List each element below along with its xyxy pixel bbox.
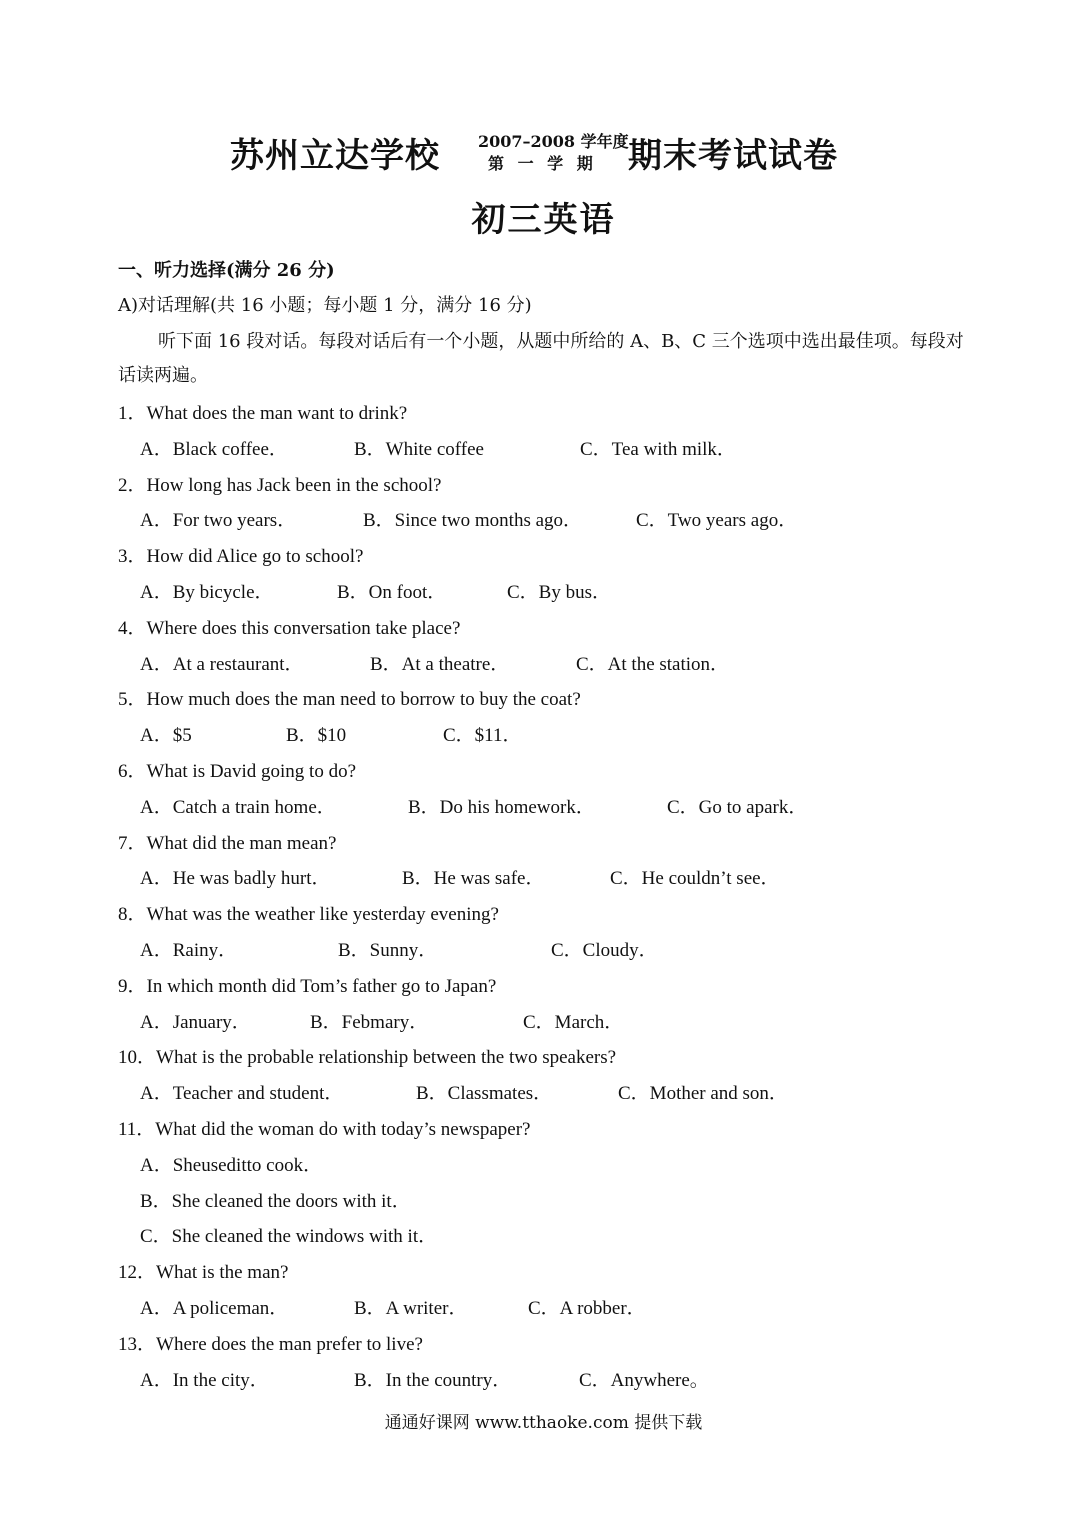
question [118,1112,978,1148]
question-text: How did Alice go to school? [146,546,364,568]
sub-heading: A)对话理解(共 16 小题；每小题 1 分，满分 16 分) [118,295,532,316]
subject-title: 初三英语 [471,200,616,240]
question [118,1327,978,1363]
question-text: In which month did Tom’s father go to Japan? [146,975,497,997]
school-name: 苏州立达学校 [230,136,440,176]
option-c: C．$11． [443,725,522,747]
question-number: 13． [118,1333,157,1355]
section-heading: 一、听力选择(满分 26 分) [118,260,335,281]
question-number: 6． [118,760,147,782]
option-row [118,1076,978,1112]
option-a: A．Catch a train home． [140,796,336,818]
option-c: C．Tea with milk． [580,438,736,460]
option-a: A．A policeman． [140,1297,289,1319]
question-number: 1． [118,403,147,424]
question [118,682,978,718]
term-block [478,131,629,175]
option-b: B．A writer． [354,1297,468,1319]
question-number: 12． [118,1262,157,1284]
option-row [118,718,978,754]
instructions: 听下面 16 段对话。每段对话后有一个小题，从题中所给的 A、B、C 三个选项中选出最佳项。每段对话读两遍。 [118,331,964,386]
question-text: What does the man want to drink? [146,403,408,424]
option-a: A．Teacher and student． [140,1083,344,1105]
option-b: B．$10 [286,725,347,747]
option-a: A．By bicycle． [140,581,274,603]
option-b: B．Since two months ago． [363,510,583,532]
option-a: A．Sheuseditto cook． [140,1154,323,1176]
option-c: C．Mother and son． [618,1083,788,1105]
question-text: Where does the man prefer to live? [156,1333,423,1355]
option-a: A．In the city． [140,1369,269,1391]
option-b: B．White coffee [354,438,484,460]
question-number: 5． [118,689,147,711]
option-b: B．On foot． [337,581,447,603]
question-number: 2． [118,474,147,496]
option-b: B．He was safe． [402,868,545,890]
option-b: B．Classmates． [416,1083,553,1105]
title-row [0,128,1087,180]
question [118,826,978,862]
question [118,969,978,1005]
question [118,897,978,933]
term-year: 2007–2008 学年度 [478,132,629,151]
option-c: C．He couldn’t see． [610,868,780,890]
option-c: C．A robber． [528,1297,646,1319]
option-row [118,647,978,683]
question [118,611,978,647]
question-text: How much does the man need to borrow to buy the coat? [146,689,581,711]
footer-source: 通通好课网 www.tthaoke.com 提供下载 [384,1413,703,1433]
option-b: B．Do his homework． [408,796,595,818]
option-b: B．At a theatre． [370,653,510,675]
option-a: A．Rainy． [140,939,238,961]
option-c: C．Go to apark． [667,796,808,818]
option-c: C．She cleaned the windows with it． [140,1226,438,1248]
option-a: A．Black coffee． [140,438,288,460]
option-row [118,861,978,897]
option-a: A．For two years． [140,510,297,532]
question-number: 8． [118,904,147,926]
option-b: B．Febmary． [310,1011,429,1033]
question-text: What is the man? [156,1262,289,1284]
question [118,468,978,504]
option-row [118,790,978,826]
option-b: B．In the country． [354,1369,512,1391]
question-text: What did the man mean? [146,832,337,854]
option-c: C．Anywhere。 [579,1369,709,1391]
option-row [118,432,978,468]
option-c: C．March． [523,1011,624,1033]
term-semester: 第 一 学 期 [488,154,597,173]
question [118,1040,978,1076]
option-row [118,933,978,969]
question-number: 11． [118,1118,156,1140]
option-c: C．Two years ago． [636,510,798,532]
option-b: B．She cleaned the doors with it． [140,1190,411,1212]
question-text: How long has Jack been in the school? [146,474,442,496]
question [118,1255,978,1291]
question-text: What was the weather like yesterday evening? [146,904,499,926]
question [118,396,978,432]
exam-title: 期末考试试卷 [628,136,838,176]
question [118,754,978,790]
question-number: 9． [118,975,147,997]
option-c: C．By bus． [507,581,611,603]
question-number: 4． [118,617,147,639]
question-text: Where does this conversation take place? [146,617,461,639]
option-a: A．He was badly hurt． [140,868,331,890]
question-text: What is the probable relationship between the two speakers? [156,1047,617,1069]
option-row [118,503,978,539]
option-a: A．$5 [140,725,192,747]
question-number: 3． [118,546,147,568]
option-b: B．Sunny． [338,939,438,961]
option-row [118,575,978,611]
option-c: C．At the station． [576,653,730,675]
question [118,539,978,575]
question-text: What did the woman do with today’s newspaper? [155,1118,531,1140]
question-number: 10． [118,1047,157,1069]
option-a: A．At a restaurant． [140,653,304,675]
option-row [118,1363,978,1399]
option-row [118,1005,978,1041]
question-list [118,396,978,1398]
option-a: A．January． [140,1011,251,1033]
option-row [118,1291,978,1327]
question-text: What is David going to do? [146,760,357,782]
option-c: C．Cloudy． [551,939,658,961]
question-number: 7． [118,832,147,854]
